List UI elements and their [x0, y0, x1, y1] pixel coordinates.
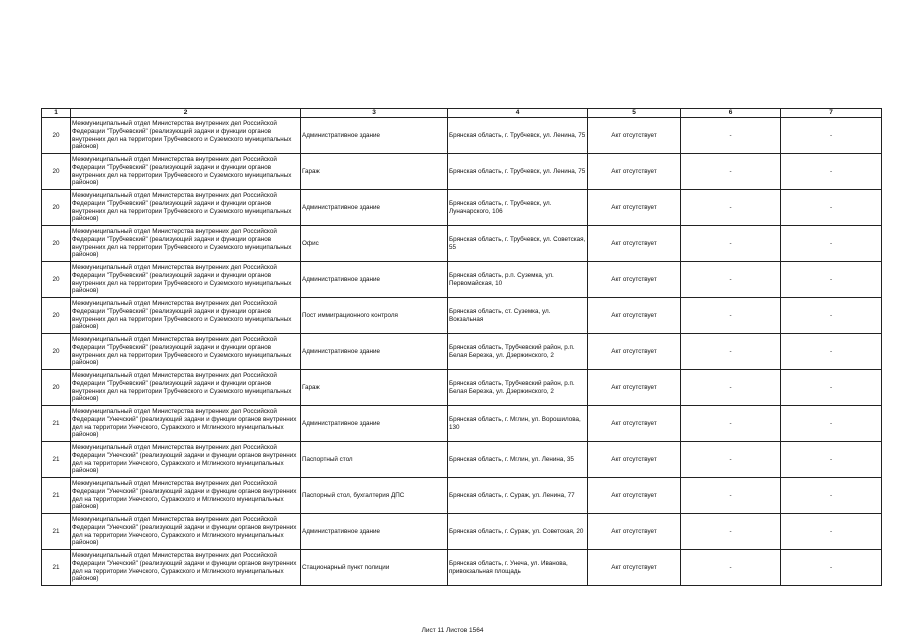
column-7-cell: - — [781, 298, 882, 334]
table-row — [42, 514, 882, 550]
table-row — [42, 154, 882, 190]
column-6-cell: - — [681, 550, 781, 586]
column-7-cell: - — [781, 514, 882, 550]
organization-cell: Межмуниципальный отдел Министерства внутренних дел Российской Федерации "Трубчевский" (реализующий задачи и функции органов внутренних дел на территории Трубчевского и Суземского муниципальных районов) — [71, 118, 301, 154]
object-name-cell: Паспортный стол — [301, 442, 448, 478]
column-7-cell: - — [781, 118, 882, 154]
table-row — [42, 226, 882, 262]
address-cell: Брянская область, р.п. Суземка, ул. Первомайская, 10 — [448, 262, 588, 298]
row-number-cell: 20 — [42, 118, 71, 154]
row-number-cell: 21 — [42, 406, 71, 442]
page-footer: Лист 11 Листов 1564 — [421, 627, 484, 634]
header-col-5: 5 — [588, 109, 681, 118]
organization-cell: Межмуниципальный отдел Министерства внутренних дел Российской Федерации "Трубчевский" (реализующий задачи и функции органов внутренних дел на территории Трубчевского и Суземского муниципальных районов) — [71, 334, 301, 370]
object-name-cell: Гараж — [301, 154, 448, 190]
row-number-cell: 20 — [42, 190, 71, 226]
table-row — [42, 478, 882, 514]
organization-cell: Межмуниципальный отдел Министерства внутренних дел Российской Федерации "Трубчевский" (реализующий задачи и функции органов внутренних дел на территории Трубчевского и Суземского муниципальных районов) — [71, 298, 301, 334]
header-col-2: 2 — [71, 109, 301, 118]
organization-cell: Межмуниципальный отдел Министерства внутренних дел Российской Федерации "Унечский" (реализующий задачи и функции органов внутренних дел на территории Унечского, Суражского и Мглинского муниципальных районов) — [71, 442, 301, 478]
column-6-cell: - — [681, 406, 781, 442]
address-cell: Брянская область, г. Унеча, ул. Иванова, привокзальная площадь — [448, 550, 588, 586]
organization-cell: Межмуниципальный отдел Министерства внутренних дел Российской Федерации "Трубчевский" (реализующий задачи и функции органов внутренних дел на территории Трубчевского и Суземского муниципальных районов) — [71, 190, 301, 226]
column-7-cell: - — [781, 478, 882, 514]
object-name-cell: Административное здание — [301, 406, 448, 442]
organization-cell: Межмуниципальный отдел Министерства внутренних дел Российской Федерации "Унечский" (реализующий задачи и функции органов внутренних дел на территории Унечского, Суражского и Мглинского муниципальных районов) — [71, 550, 301, 586]
row-number-cell: 20 — [42, 262, 71, 298]
object-name-cell: Административное здание — [301, 190, 448, 226]
column-7-cell: - — [781, 406, 882, 442]
organization-cell: Межмуниципальный отдел Министерства внутренних дел Российской Федерации "Трубчевский" (реализующий задачи и функции органов внутренних дел на территории Трубчевского и Суземского муниципальных районов) — [71, 262, 301, 298]
column-6-cell: - — [681, 154, 781, 190]
table-row — [42, 190, 882, 226]
table-row — [42, 262, 882, 298]
address-cell: Брянская область, г. Мглин, ул. Ворошилова, 130 — [448, 406, 588, 442]
row-number-cell: 20 — [42, 226, 71, 262]
organization-cell: Межмуниципальный отдел Министерства внутренних дел Российской Федерации "Трубчевский" (реализующий задачи и функции органов внутренних дел на территории Трубчевского и Суземского муниципальных районов) — [71, 370, 301, 406]
row-number-cell: 20 — [42, 370, 71, 406]
table-row — [42, 334, 882, 370]
act-status-cell: Акт отсутствует — [588, 298, 681, 334]
address-cell: Брянская область, г. Трубчевск, ул. Луначарского, 106 — [448, 190, 588, 226]
address-cell: Брянская область, ст. Суземка, ул. Вокзальная — [448, 298, 588, 334]
column-7-cell: - — [781, 334, 882, 370]
row-number-cell: 21 — [42, 514, 71, 550]
act-status-cell: Акт отсутствует — [588, 370, 681, 406]
act-status-cell: Акт отсутствует — [588, 226, 681, 262]
object-name-cell: Стационарный пункт полиции — [301, 550, 448, 586]
row-number-cell: 20 — [42, 154, 71, 190]
object-name-cell: Паспорный стол, бухгалтерия ДПС — [301, 478, 448, 514]
act-status-cell: Акт отсутствует — [588, 478, 681, 514]
act-status-cell: Акт отсутствует — [588, 514, 681, 550]
address-cell: Брянская область, Трубчевский район, р.п. Белая Березка, ул. Дзержинского, 2 — [448, 370, 588, 406]
column-6-cell: - — [681, 334, 781, 370]
column-6-cell: - — [681, 298, 781, 334]
organization-cell: Межмуниципальный отдел Министерства внутренних дел Российской Федерации "Трубчевский" (реализующий задачи и функции органов внутренних дел на территории Трубчевского и Суземского муниципальных районов) — [71, 226, 301, 262]
row-number-cell: 21 — [42, 442, 71, 478]
organization-cell: Межмуниципальный отдел Министерства внутренних дел Российской Федерации "Унечский" (реализующий задачи и функции органов внутренних дел на территории Унечского, Суражского и Мглинского муниципальных районов) — [71, 478, 301, 514]
header-col-6: 6 — [681, 109, 781, 118]
table-header-row — [42, 109, 882, 118]
address-cell: Брянская область, г. Трубчевск, ул. Ленина, 75 — [448, 154, 588, 190]
column-6-cell: - — [681, 190, 781, 226]
address-cell: Брянская область, Трубчевский район, р.п. Белая Березка, ул. Дзержинского, 2 — [448, 334, 588, 370]
row-number-cell: 21 — [42, 550, 71, 586]
object-name-cell: Пост иммиграционного контроля — [301, 298, 448, 334]
object-name-cell: Административное здание — [301, 514, 448, 550]
column-7-cell: - — [781, 154, 882, 190]
act-status-cell: Акт отсутствует — [588, 118, 681, 154]
objects-table — [41, 108, 882, 586]
act-status-cell: Акт отсутствует — [588, 442, 681, 478]
table-row — [42, 442, 882, 478]
address-cell: Брянская область, г. Сураж, ул. Советская, 20 — [448, 514, 588, 550]
address-cell: Брянская область, г. Трубчевск, ул. Советская, 55 — [448, 226, 588, 262]
column-7-cell: - — [781, 190, 882, 226]
act-status-cell: Акт отсутствует — [588, 334, 681, 370]
header-col-7: 7 — [781, 109, 882, 118]
table-row — [42, 298, 882, 334]
column-7-cell: - — [781, 226, 882, 262]
organization-cell: Межмуниципальный отдел Министерства внутренних дел Российской Федерации "Трубчевский" (реализующий задачи и функции органов внутренних дел на территории Трубчевского и Суземского муниципальных районов) — [71, 154, 301, 190]
address-cell: Брянская область, г. Сураж, ул. Ленина, 77 — [448, 478, 588, 514]
column-7-cell: - — [781, 550, 882, 586]
column-7-cell: - — [781, 442, 882, 478]
column-6-cell: - — [681, 478, 781, 514]
column-6-cell: - — [681, 442, 781, 478]
row-number-cell: 20 — [42, 334, 71, 370]
table-row — [42, 370, 882, 406]
header-col-1: 1 — [42, 109, 71, 118]
column-7-cell: - — [781, 262, 882, 298]
table-row — [42, 550, 882, 586]
act-status-cell: Акт отсутствует — [588, 190, 681, 226]
address-cell: Брянская область, г. Мглин, ул. Ленина, 35 — [448, 442, 588, 478]
header-col-4: 4 — [448, 109, 588, 118]
header-col-3: 3 — [301, 109, 448, 118]
column-6-cell: - — [681, 262, 781, 298]
object-name-cell: Административное здание — [301, 262, 448, 298]
organization-cell: Межмуниципальный отдел Министерства внутренних дел Российской Федерации "Унечский" (реализующий задачи и функции органов внутренних дел на территории Унечского, Суражского и Мглинского муниципальных районов) — [71, 514, 301, 550]
act-status-cell: Акт отсутствует — [588, 262, 681, 298]
column-6-cell: - — [681, 118, 781, 154]
row-number-cell: 20 — [42, 298, 71, 334]
table-row — [42, 406, 882, 442]
organization-cell: Межмуниципальный отдел Министерства внутренних дел Российской Федерации "Унечский" (реализующий задачи и функции органов внутренних дел на территории Унечского, Суражского и Мглинского муниципальных районов) — [71, 406, 301, 442]
row-number-cell: 21 — [42, 478, 71, 514]
act-status-cell: Акт отсутствует — [588, 406, 681, 442]
object-name-cell: Административное здание — [301, 118, 448, 154]
column-6-cell: - — [681, 226, 781, 262]
act-status-cell: Акт отсутствует — [588, 154, 681, 190]
object-name-cell: Гараж — [301, 370, 448, 406]
act-status-cell: Акт отсутствует — [588, 550, 681, 586]
column-7-cell: - — [781, 370, 882, 406]
object-name-cell: Офис — [301, 226, 448, 262]
column-6-cell: - — [681, 514, 781, 550]
object-name-cell: Административное здание — [301, 334, 448, 370]
table-row — [42, 118, 882, 154]
address-cell: Брянская область, г. Трубчевск, ул. Ленина, 75 — [448, 118, 588, 154]
column-6-cell: - — [681, 370, 781, 406]
